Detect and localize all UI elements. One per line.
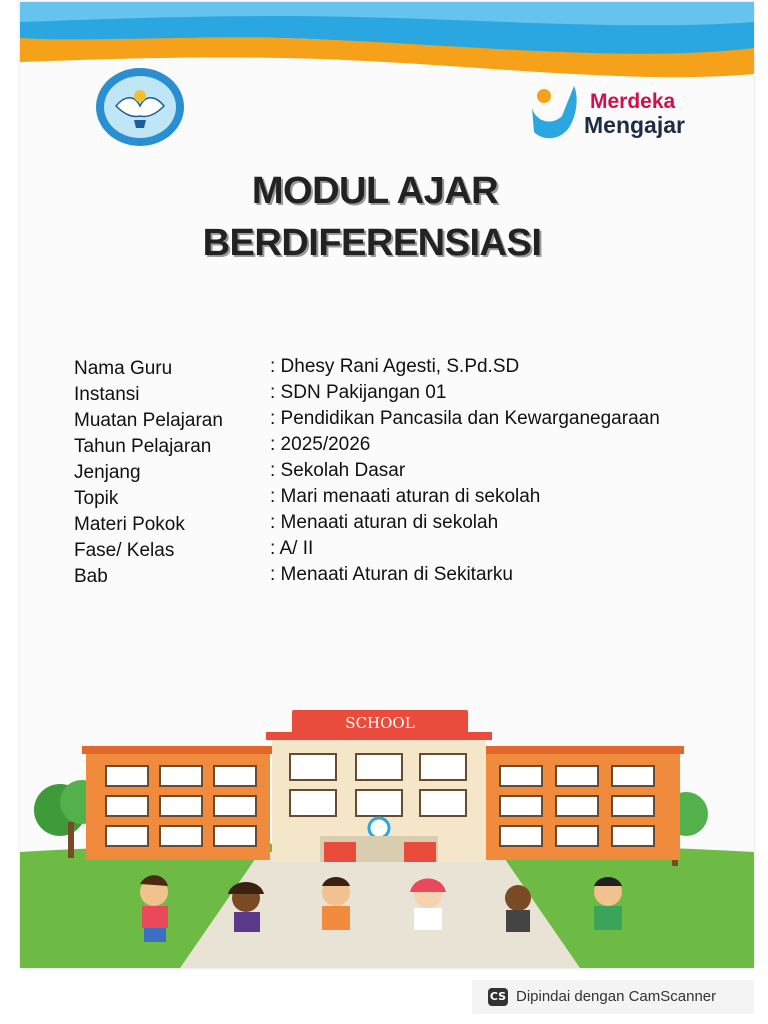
info-value: : Menaati aturan di sekolah	[270, 512, 499, 533]
camscanner-watermark	[472, 980, 754, 1014]
info-value: : SDN Pakijangan 01	[270, 382, 447, 403]
mengajar-text: Mengajar	[584, 112, 685, 138]
info-value: : Dhesy Rani Agesti, S.Pd.SD	[270, 356, 520, 377]
info-label: Tahun Pelajaran	[74, 436, 212, 457]
info-label: Topik	[74, 488, 119, 509]
merdeka-text: Merdeka	[590, 90, 676, 113]
camscanner-icon: CS	[488, 988, 508, 1006]
info-label: Materi Pokok	[74, 514, 185, 535]
info-label: Bab	[74, 566, 108, 587]
merdeka-mengajar-icon	[526, 82, 586, 144]
school-sign: SCHOOL	[345, 714, 415, 732]
school-illustration	[20, 702, 754, 968]
merdeka-mengajar-logo	[526, 82, 726, 144]
camscanner-text: Dipindai dengan CamScanner	[516, 988, 717, 1005]
info-label: Jenjang	[74, 462, 141, 483]
info-label: Fase/ Kelas	[74, 540, 175, 561]
info-value: : Mari menaati aturan di sekolah	[270, 486, 541, 507]
info-value: : A/ II	[270, 538, 314, 559]
info-value: : 2025/2026	[270, 434, 371, 455]
tut-wuri-handayani-logo	[94, 66, 186, 148]
title-line-1: MODUL AJAR	[251, 170, 499, 212]
document-page	[20, 2, 754, 968]
info-value: : Sekolah Dasar	[270, 460, 406, 481]
info-value: : Pendidikan Pancasila dan Kewarganegaraan	[270, 408, 660, 429]
info-label: Instansi	[74, 384, 140, 405]
title-line-2: BERDIFERENSIASI	[202, 222, 542, 264]
info-label: Nama Guru	[74, 358, 173, 379]
info-label: Muatan Pelajaran	[74, 410, 223, 431]
info-value: : Menaati Aturan di Sekitarku	[270, 564, 513, 585]
